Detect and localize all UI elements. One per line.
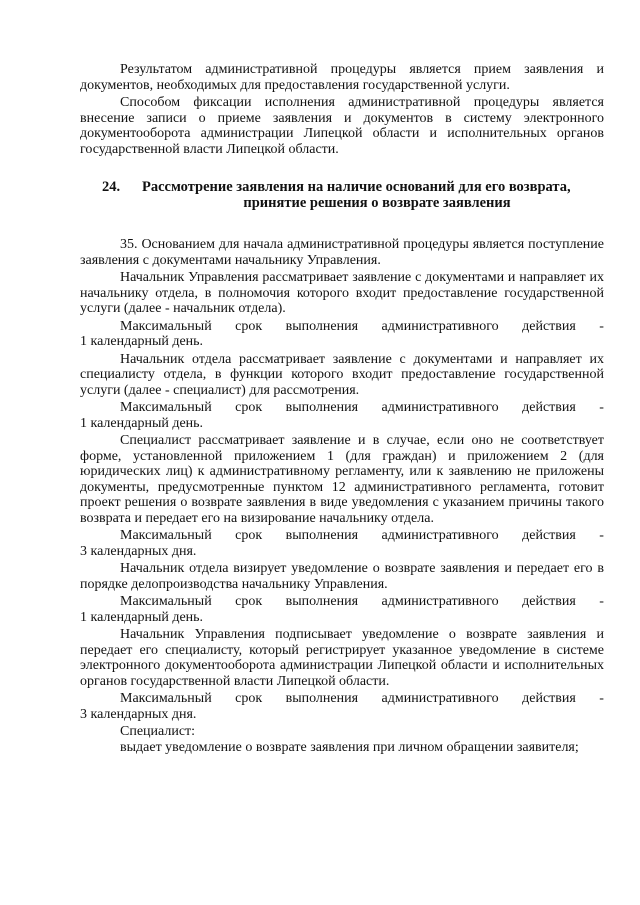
section-title-line1: Рассмотрение заявления на наличие оснований для его возврата, [142, 179, 571, 195]
max-term-value-1: 1 календарный день. [80, 334, 204, 349]
document-page [80, 62, 604, 755]
max-term-value-3: 3 календарных дня. [80, 543, 197, 559]
section-heading [80, 179, 604, 211]
paragraph-specialist-label: Специалист: [120, 724, 196, 739]
paragraph-result: Результатом административной процедуры является прием заявления и документов, необходимых для предоставления государственной услуги. [80, 62, 604, 93]
paragraph-fixation: Способом фиксации исполнения административной процедуры является внесение записи о приеме заявления и документов в систему электронного документооборота администрации Липецкой области и исполнительных органов государственной власти Липецкой области. [80, 95, 604, 157]
paragraph-issue-notice: выдает уведомление о возврате заявления при личном обращении заявителя; [120, 739, 579, 755]
paragraph-35: 35. Основанием для начала административной процедуры является поступление заявления с документами начальнику Управления. [80, 237, 604, 268]
paragraph-dept-visa: Начальник отдела визирует уведомление о возврате заявления и передает его в порядке делопроизводства начальнику Управления. [80, 561, 604, 592]
max-term-value-5: 3 календарных дня. [80, 706, 197, 722]
max-term-line-4: Максимальный срок выполнения административного действия - [120, 594, 604, 609]
paragraph-head-review: Начальник Управления рассматривает заявление с документами и направляет их начальнику отдела, в полномочия которого входит предоставление государственной услуги (далее - начальник отдела). [80, 270, 604, 316]
section-number: 24. [102, 179, 121, 195]
paragraph-head-sign: Начальник Управления подписывает уведомление о возврате заявления и передает его специалисту, который регистрирует указанное уведомление в системе электронного документооборота администрации Липецкой области и исполнительных органов государственной власти Липецкой области. [80, 627, 604, 689]
paragraph-dept-review: Начальник отдела рассматривает заявление с документами и направляет их специалисту отдела, в функции которого входит предоставление государственной услуги (далее - специалист) для рассмотрения. [80, 351, 604, 398]
max-term-value-2: 1 календарный день. [80, 415, 204, 431]
section-title-line2: принятие решения о возврате заявления [243, 195, 511, 211]
max-term-line-5: Максимальный срок выполнения административного действия - [120, 691, 604, 706]
max-term-value-4: 1 календарный день. [80, 609, 204, 625]
max-term-line-3: Максимальный срок выполнения административного действия - [120, 528, 604, 543]
max-term-line-1: Максимальный срок выполнения административного действия - [120, 318, 604, 334]
paragraph-specialist-review: Специалист рассматривает заявление и в случае, если оно не соответствует форме, установленной приложением 1 (для граждан) и приложением 2 (для юридических лиц) к административному регламенту, или к заявлению не приложены документы, предусмотренные пунктом 12 административного регламента, готовит проект решения о возврате заявления в виде уведомления с указанием причины такого возврата и передает его на визирование начальнику отдела. [80, 433, 604, 526]
max-term-line-2: Максимальный срок выполнения административного действия - [120, 400, 604, 415]
